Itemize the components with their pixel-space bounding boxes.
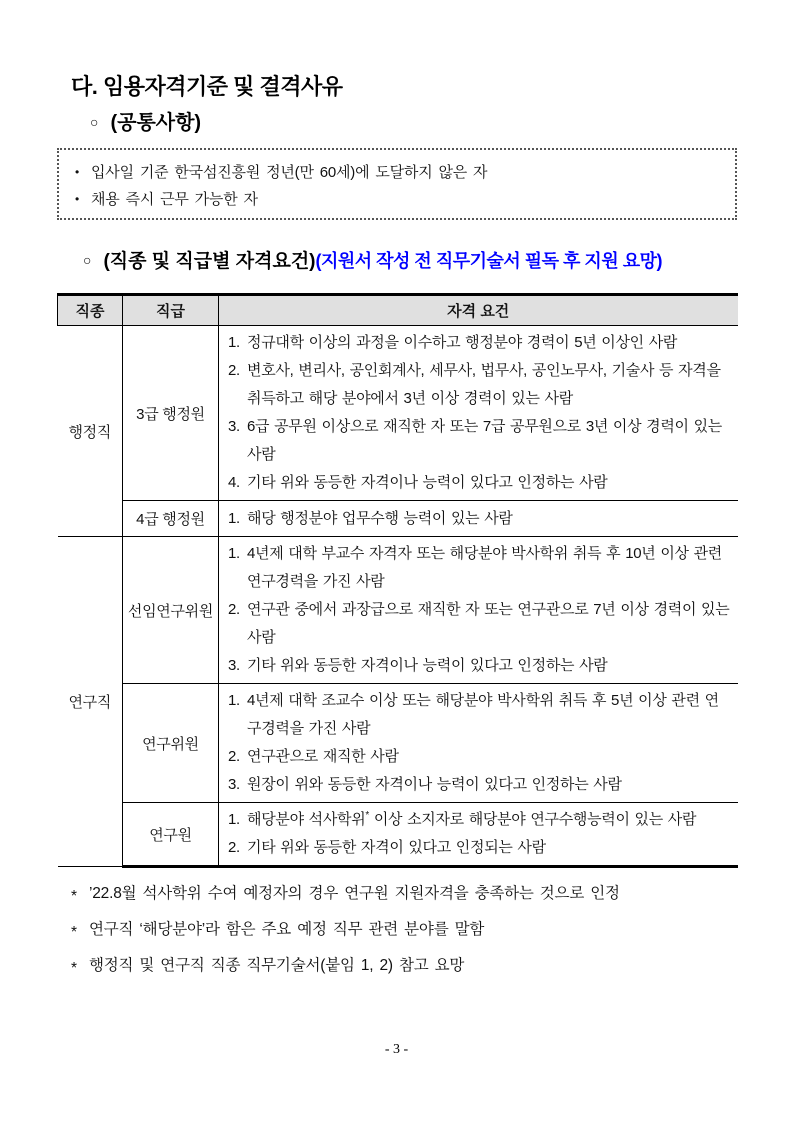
requirement-item: [228, 505, 732, 533]
requirement-item: [228, 469, 732, 497]
requirements-cell: [219, 537, 738, 684]
requirement-text: 6급 공무원 이상으로 재직한 자 또는 7급 공무원으로 3년 이상 경력이 있는 사람: [247, 418, 722, 463]
requirements-cell: [219, 501, 738, 537]
requirement-text: 기타 위와 동등한 자격이나 능력이 있다고 인정하는 사람: [247, 474, 608, 491]
job-category-cell: 행정직: [58, 326, 123, 537]
qualification-section-heading-text: (직종 및 직급별 자격요건): [103, 251, 316, 272]
circle-bullet-icon: ○: [83, 252, 92, 268]
common-requirement-text: 입사일 기준 한국섬진흥원 정년(만 60세)에 도달하지 않은 자: [91, 164, 488, 181]
requirement-item: [228, 357, 732, 413]
job-category-cell: 연구직: [58, 537, 123, 867]
requirement-text: 해당 행정분야 업무수행 능력이 있는 사람: [247, 509, 513, 527]
table-header-row: [58, 295, 738, 326]
apply-notice-text: (지원서 작성 전 직무기술서 필독 후 지원 요망): [315, 251, 662, 271]
requirement-text: 4년제 대학 부교수 자격자 또는 해당분야 박사학위 취득 후 10년 이상 관련 연구경력을 가진 사람: [247, 545, 722, 590]
requirement-number: 2.: [228, 839, 240, 856]
requirement-number: 1.: [228, 692, 240, 709]
common-section-heading: [90, 106, 201, 135]
requirement-number: 4.: [228, 474, 240, 491]
asterisk-marker: *: [71, 924, 78, 941]
requirement-item: [228, 596, 732, 652]
asterisk-marker: *: [71, 960, 78, 977]
common-requirements-box: [57, 148, 737, 220]
requirement-item: [228, 743, 732, 771]
requirement-text: 연구관 중에서 과장급으로 재직한 자 또는 연구관으로 7년 이상 경력이 있는 사람: [247, 601, 730, 646]
requirement-text: 4년제 대학 조교수 이상 또는 해당분야 박사학위 취득 후 5년 이상 관련 연구경력을 가진 사람: [247, 692, 719, 737]
footnote-line: [71, 954, 620, 980]
qualification-table: [57, 293, 738, 868]
page-number: - 3 -: [384, 1042, 409, 1057]
requirement-number: 1.: [228, 334, 240, 351]
job-grade-cell: 연구원: [123, 803, 219, 867]
requirement-item: [228, 771, 732, 799]
requirement-number: 1.: [228, 509, 240, 527]
requirement-number: 1.: [228, 811, 240, 828]
footnote-line: [71, 918, 620, 944]
asterisk-marker: *: [71, 888, 78, 905]
requirement-number: 3.: [228, 418, 240, 435]
requirement-item: [228, 413, 732, 469]
common-section-heading-text: (공통사항): [110, 112, 202, 134]
requirement-number: 3.: [228, 776, 240, 793]
asterisk-superscript: *: [365, 810, 369, 821]
dot-bullet-icon: •: [75, 192, 80, 206]
job-grade-cell: 3급 행정원: [123, 326, 219, 501]
requirement-text: 기타 위와 동등한 자격이나 능력이 있다고 인정하는 사람: [247, 657, 608, 674]
requirement-number: 2.: [228, 601, 240, 618]
table-row: [58, 501, 738, 537]
footnote-line: [71, 882, 620, 908]
dot-bullet-icon: •: [75, 165, 80, 179]
requirements-cell: [219, 803, 738, 867]
requirement-text: 원장이 위와 동등한 자격이나 능력이 있다고 인정하는 사람: [247, 776, 622, 793]
table-row: [58, 326, 738, 501]
footnote-text: 연구직 ‘해당분야’라 함은 주요 예정 직무 관련 분야를 말함: [89, 921, 485, 938]
page-title: 다. 임용자격기준 및 결격사유: [71, 74, 343, 99]
header-job-grade: 직급: [123, 295, 219, 326]
requirement-text: 변호사, 변리사, 공인회계사, 세무사, 법무사, 공인노무사, 기술사 등 자격을 취득하고 해당 분야에서 3년 이상 경력이 있는 사람: [247, 362, 721, 407]
requirement-item: [228, 329, 732, 357]
requirement-text: 해당분야 석사학위* 이상 소지자로 해당분야 연구수행능력이 있는 사람: [247, 810, 697, 828]
header-requirements: 자격 요건: [219, 295, 738, 326]
requirement-item: [228, 834, 732, 862]
header-job-category: 직종: [58, 295, 123, 326]
job-grade-cell: 4급 행정원: [123, 501, 219, 537]
requirement-text: 연구관으로 재직한 사람: [247, 748, 399, 765]
requirement-text: 정규대학 이상의 과정을 이수하고 행정분야 경력이 5년 이상인 사람: [247, 334, 678, 351]
requirement-text: 기타 위와 동등한 자격이 있다고 인정되는 사람: [247, 839, 546, 856]
table-row: [58, 537, 738, 684]
requirement-item: [228, 687, 732, 743]
qualification-section-heading: [83, 246, 662, 273]
table-row: [58, 803, 738, 867]
common-requirement-item: [75, 186, 721, 213]
requirement-number: 2.: [228, 748, 240, 765]
requirement-number: 1.: [228, 545, 240, 562]
requirement-item: [228, 806, 732, 834]
requirement-item: [228, 652, 732, 680]
table-row: [58, 684, 738, 803]
circle-bullet-icon: ○: [90, 114, 99, 130]
requirement-number: 3.: [228, 657, 240, 674]
requirement-item: [228, 540, 732, 596]
requirements-cell: [219, 326, 738, 501]
footnote-text: ’22.8월 석사학위 수여 예정자의 경우 연구원 지원자격을 충족하는 것으로 인정: [89, 885, 620, 902]
requirements-cell: [219, 684, 738, 803]
common-requirement-item: [75, 159, 721, 186]
requirement-number: 2.: [228, 362, 240, 379]
job-grade-cell: 연구위원: [123, 684, 219, 803]
job-grade-cell: 선임연구위원: [123, 537, 219, 684]
common-requirement-text: 채용 즉시 근무 가능한 자: [91, 191, 258, 208]
footnotes: [71, 882, 620, 990]
footnote-text: 행정직 및 연구직 직종 직무기술서(붙임 1, 2) 참고 요망: [89, 957, 465, 974]
